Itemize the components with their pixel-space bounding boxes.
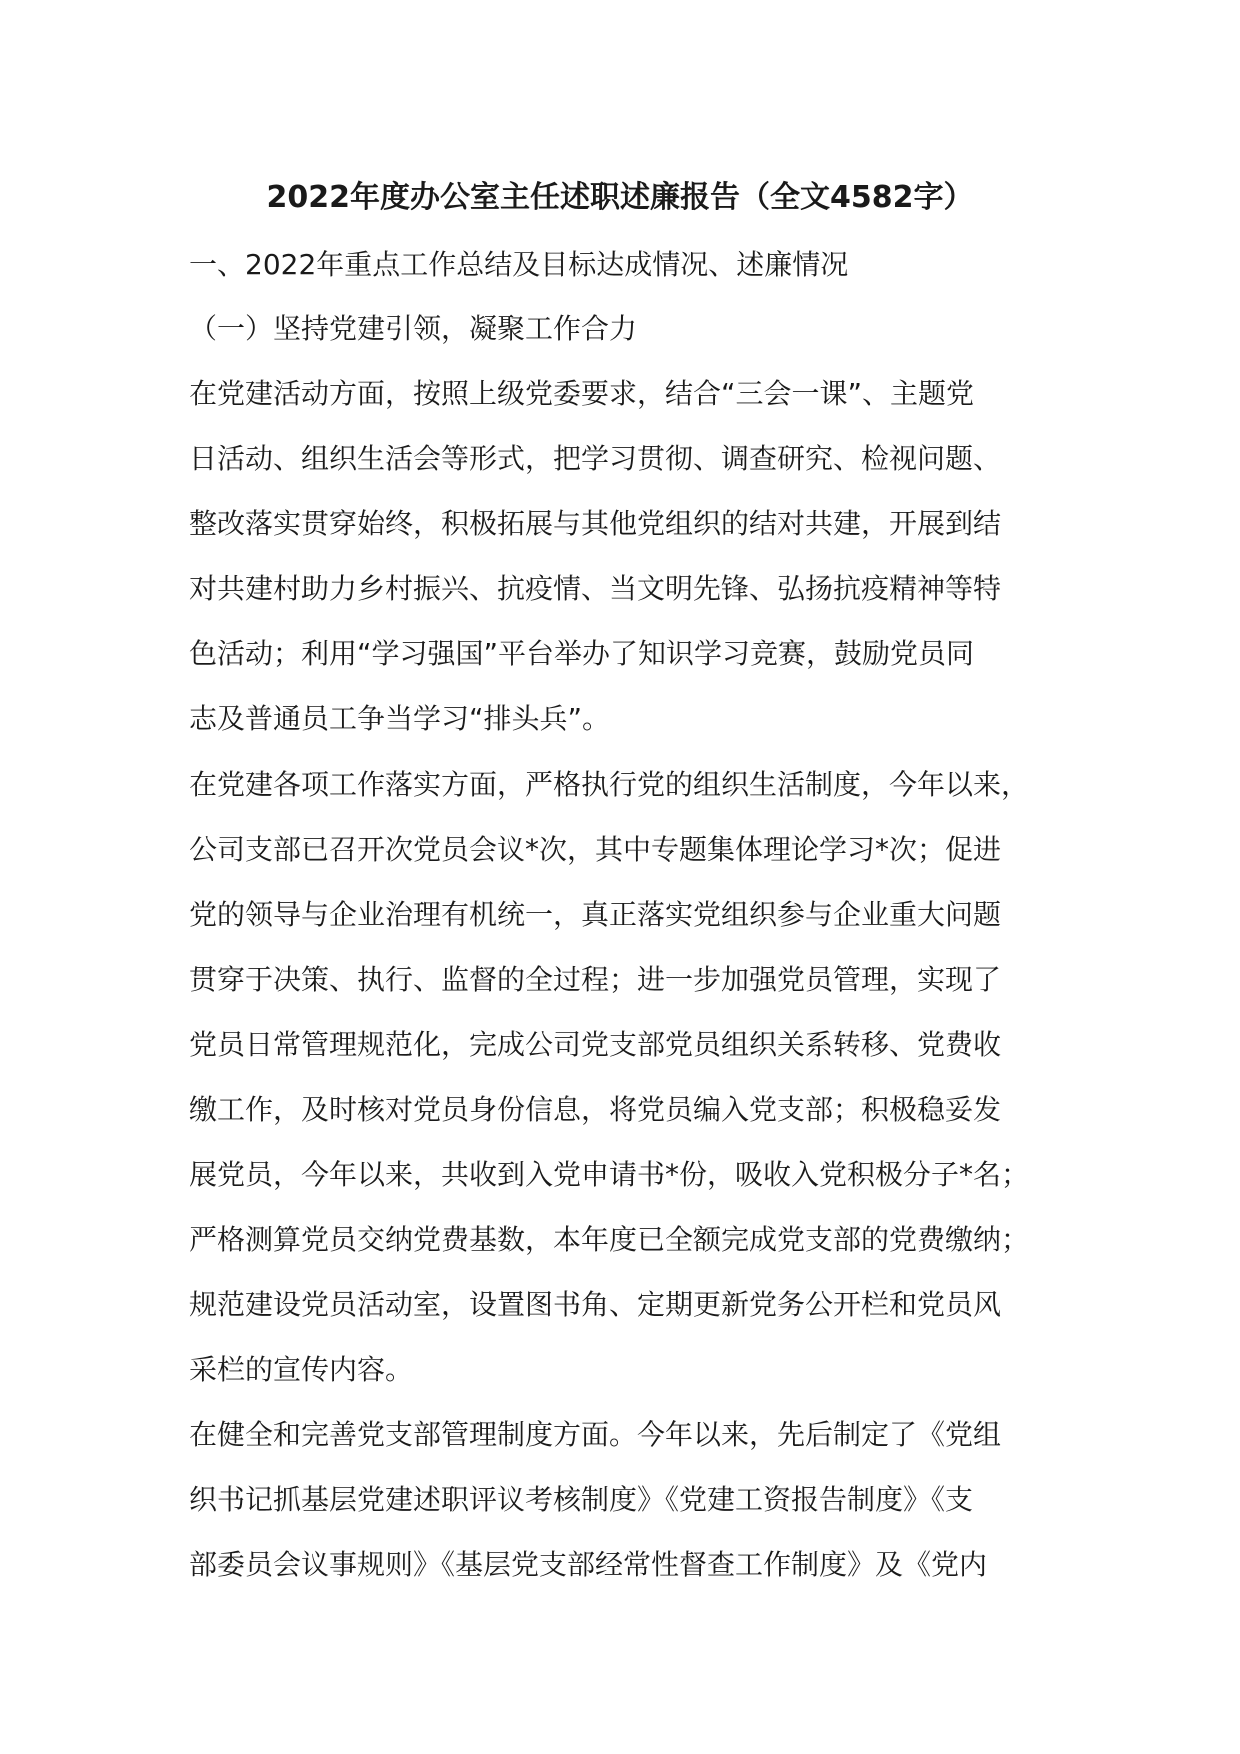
paragraph-line: 严格测算党员交纳党费基数，本年度已全额完成党支部的党费缴纳； xyxy=(189,1223,1030,1256)
paragraph-line: 在健全和完善党支部管理制度方面。今年以来，先后制定了《党组 xyxy=(189,1418,1002,1451)
paragraph-line: 部委员会议事规则》《基层党支部经常性督查工作制度》及《党内 xyxy=(189,1548,988,1581)
paragraph-line: 在党建活动方面，按照上级党委要求，结合“三会一课”、主题党 xyxy=(189,377,975,410)
document-title: 2022年度办公室主任述职述廉报告（全文4582字） xyxy=(266,180,974,215)
paragraph-line: 志及普通员工争当学习“排头兵”。 xyxy=(189,702,611,735)
paragraph-management-system xyxy=(189,1402,1089,1597)
paragraph-line: 整改落实贯穿始终，积极拓展与其他党组织的结对共建，开展到结 xyxy=(189,507,1002,540)
paragraph-line: 对共建村助力乡村振兴、抗疫情、当文明先锋、弘扬抗疫精神等特 xyxy=(189,572,1002,605)
paragraph-line: 党的领导与企业治理有机统一，真正落实党组织参与企业重大问题 xyxy=(189,898,1002,931)
paragraph-line: 色活动；利用“学习强国”平台举办了知识学习竞赛，鼓励党员同 xyxy=(189,637,975,670)
paragraph-line: 公司支部已召开次党员会议*次，其中专题集体理论学习*次；促进 xyxy=(189,833,1002,866)
paragraph-line: 在党建各项工作落实方面，严格执行党的组织生活制度，今年以来， xyxy=(189,768,1030,801)
paragraph-line: 采栏的宣传内容。 xyxy=(189,1353,414,1386)
paragraph-party-activities xyxy=(189,361,1089,751)
paragraph-line: 贯穿于决策、执行、监督的全过程；进一步加强党员管理，实现了 xyxy=(189,963,1002,996)
section-heading: 一、2022年重点工作总结及目标达成情况、述廉情况 xyxy=(189,248,849,281)
paragraph-line: 织书记抓基层党建述职评议考核制度》《党建工资报告制度》《支 xyxy=(189,1483,974,1516)
paragraph-line: 展党员，今年以来，共收到入党申请书*份，吸收入党积极分子*名； xyxy=(189,1158,1030,1191)
subsection-heading: （一）坚持党建引领，凝聚工作合力 xyxy=(189,312,638,345)
paragraph-line: 日活动、组织生活会等形式，把学习贯彻、调查研究、检视问题、 xyxy=(189,442,1002,475)
paragraph-line: 规范建设党员活动室，设置图书角、定期更新党务公开栏和党员风 xyxy=(189,1288,1002,1321)
paragraph-line: 缴工作，及时核对党员身份信息，将党员编入党支部；积极稳妥发 xyxy=(189,1093,1002,1126)
paragraph-party-work-implementation xyxy=(189,752,1089,1402)
paragraph-line: 党员日常管理规范化，完成公司党支部党员组织关系转移、党费收 xyxy=(189,1028,1002,1061)
